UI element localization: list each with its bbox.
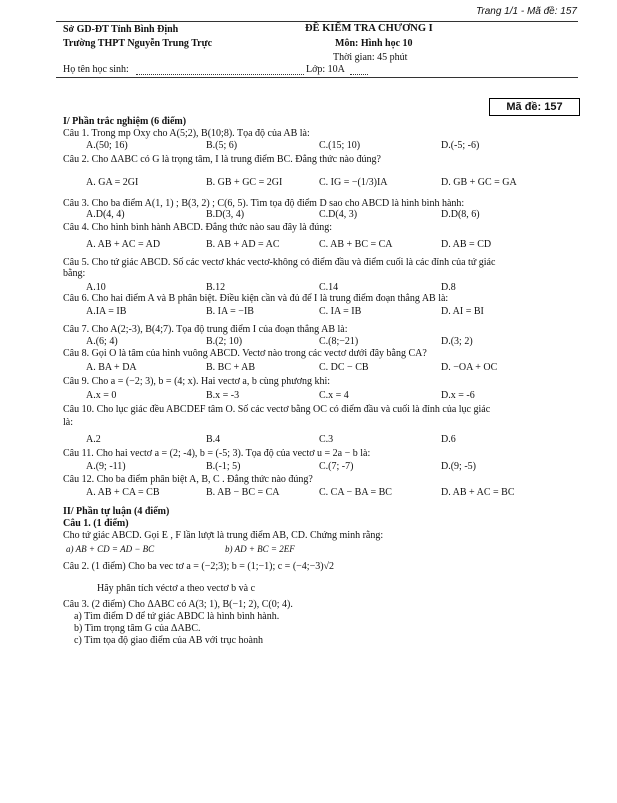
answer-option-b: B. AB − BC = CA: [206, 487, 280, 498]
answer-option-d: D.x = -6: [441, 390, 475, 401]
answer-option-c: C.D(4, 3): [319, 209, 358, 220]
answer-option-b: B.(2; 10): [206, 336, 243, 347]
question-stem: Câu 12. Cho ba điểm phân biệt A, B, C . Đẳng thức nào đúng?: [63, 474, 313, 485]
answer-option-d: D.(-5; -6): [441, 140, 480, 151]
essay-q2-sub: Hãy phân tích véctơ a theo vectơ b và c: [97, 583, 256, 594]
answer-option-d: D. AB + AC = BC: [441, 487, 515, 498]
answer-option-b: B.x = -3: [206, 390, 240, 401]
question-stem-continued: là:: [63, 417, 73, 428]
header-rule-bottom: [56, 77, 578, 78]
answer-option-a: A. AB + AC = AD: [86, 239, 161, 250]
essay-q1-b: b) AD + BC = 2EF: [225, 544, 295, 554]
answer-option-d: D.6: [441, 434, 456, 445]
answer-option-b: B. IA = −IB: [206, 306, 254, 317]
essay-q3-text: Câu 3. (2 điểm) Cho ΔABC có A(3; 1), B(−1; 2), C(0; 4).: [63, 599, 293, 610]
part2-title: II/ Phần tự luận (4 điểm): [63, 506, 170, 517]
essay-q3-b: b) Tìm trọng tâm G của ΔABC.: [74, 623, 201, 634]
student-name-label: Họ tên học sinh:: [63, 64, 129, 75]
answer-option-c: C. CA − BA = BC: [319, 487, 392, 498]
question-stem: Câu 6. Cho hai điểm A và B phân biệt. Điều kiện cần và đủ để I là trung điểm đoạn thẳng AB là:: [63, 293, 449, 304]
answer-option-d: D. −OA + OC: [441, 362, 498, 373]
answer-option-d: D.D(8, 6): [441, 209, 480, 220]
answer-option-a: A.x = 0: [86, 390, 117, 401]
answer-option-d: D.(9; -5): [441, 461, 476, 472]
answer-option-c: C.(8;−21): [319, 336, 359, 347]
question-stem: Câu 3. Cho ba điểm A(1, 1) ; B(3, 2) ; C(6, 5). Tìm tọa độ điểm D sao cho ABCD là hình bình hành:: [63, 198, 465, 209]
answer-option-d: D.(3; 2): [441, 336, 473, 347]
answer-option-a: A. BA + DA: [86, 362, 137, 373]
question-stem: Câu 5. Cho tứ giác ABCD. Số các vectơ khác vectơ-không có điểm đầu và điểm cuối là các đỉnh của tứ giác: [63, 257, 496, 268]
answer-option-c: C. IA = IB: [319, 306, 362, 317]
question-stem: Câu 11. Cho hai vectơ a = (2; -4), b = (-5; 3). Tọa độ của vectơ u = 2a − b là:: [63, 448, 371, 459]
exam-code-box: Mã đề: 157: [489, 98, 580, 116]
answer-option-c: C. DC − CB: [319, 362, 369, 373]
page-header: Trang 1/1 - Mã đề: 157: [476, 6, 577, 17]
answer-option-d: D. AB = CD: [441, 239, 492, 250]
answer-option-a: A. GA = 2GI: [86, 177, 139, 188]
essay-q2-text: Câu 2. (1 điểm) Cho ba vec tơ a = (−2;3); b = (1;−1); c = (−4;−3)√2: [63, 561, 335, 572]
exam-time: Thời gian: 45 phút: [333, 52, 408, 63]
answer-option-c: C. AB + BC = CA: [319, 239, 393, 250]
answer-option-d: D.8: [441, 282, 456, 293]
essay-q1-text: Cho tứ giác ABCD. Gọi E , F lần lượt là trung điểm AB, CD. Chứng minh rằng:: [63, 530, 384, 541]
answer-option-d: D. GB + GC = GA: [441, 177, 517, 188]
answer-option-c: C.x = 4: [319, 390, 349, 401]
question-stem: Câu 7. Cho A(2;-3), B(4;7). Tọa độ trung điểm I của đoạn thẳng AB là:: [63, 324, 348, 335]
answer-option-c: C.(7; -7): [319, 461, 354, 472]
answer-option-b: B. GB + GC = 2GI: [206, 177, 283, 188]
answer-option-b: B.D(3, 4): [206, 209, 245, 220]
subject: Môn: Hình học 10: [335, 38, 413, 49]
class-label: Lớp: 10A: [306, 64, 345, 75]
question-stem: Câu 10. Cho lục giác đều ABCDEF tâm O. Số các vectơ bằng OC có điểm đầu và cuối là đỉnh của lục giác: [63, 404, 491, 415]
question-stem: Câu 8. Gọi O là tâm của hình vuông ABCD. Vectơ nào trong các vectơ dưới đây bằng CA?: [63, 348, 427, 359]
question-stem: Câu 1. Trong mp Oxy cho A(5;2), B(10;8). Tọa độ của AB là:: [63, 128, 310, 139]
answer-option-a: A.2: [86, 434, 101, 445]
answer-option-a: A.IA = IB: [86, 306, 127, 317]
answer-option-a: A.10: [86, 282, 106, 293]
essay-q3-c: c) Tìm tọa độ giao điểm của AB với trục hoành: [74, 635, 263, 646]
answer-option-b: B. AB + AD = AC: [206, 239, 280, 250]
answer-option-a: A.D(4, 4): [86, 209, 125, 220]
essay-q3-a: a) Tìm điểm D để tứ giác ABDC là hình bình hành.: [74, 611, 280, 622]
answer-option-a: A.(50; 16): [86, 140, 128, 151]
answer-option-c: C.3: [319, 434, 334, 445]
department-name: Sở GD-ĐT Tỉnh Bình Định: [63, 24, 179, 35]
class-blank: [350, 74, 368, 75]
answer-option-a: A.(6; 4): [86, 336, 118, 347]
answer-option-c: C. IG = −(1/3)IA: [319, 177, 388, 188]
essay-q1-a: a) AB + CD = AD − BC: [66, 544, 155, 554]
answer-option-b: B.12: [206, 282, 226, 293]
answer-option-c: C.14: [319, 282, 339, 293]
question-stem: Câu 9. Cho a = (−2; 3), b = (4; x). Hai vectơ a, b cùng phương khi:: [63, 376, 331, 387]
answer-option-d: D. AI = BI: [441, 306, 484, 317]
student-name-blank: [136, 74, 304, 75]
question-stem: Câu 2. Cho ΔABC có G là trọng tâm, I là trung điểm BC. Đẳng thức nào đúng?: [63, 154, 381, 165]
answer-option-b: B.(5; 6): [206, 140, 238, 151]
answer-option-c: C.(15; 10): [319, 140, 361, 151]
answer-option-a: A. AB + CA = CB: [86, 487, 160, 498]
exam-title: ĐỀ KIỂM TRA CHƯƠNG I: [305, 23, 433, 34]
header-rule: [56, 21, 578, 22]
question-stem-continued: bằng:: [63, 268, 86, 279]
answer-option-b: B. BC + AB: [206, 362, 255, 373]
answer-option-b: B.4: [206, 434, 221, 445]
school-name: Trường THPT Nguyễn Trung Trực: [63, 38, 213, 49]
answer-option-b: B.(-1; 5): [206, 461, 241, 472]
part1-title: I/ Phần trắc nghiệm (6 điểm): [63, 116, 187, 127]
question-stem: Câu 4. Cho hình bình hành ABCD. Đẳng thức nào sau đây là đúng:: [63, 222, 333, 233]
essay-q1-title: Câu 1. (1 điểm): [63, 518, 129, 529]
answer-option-a: A.(9; -11): [86, 461, 126, 472]
